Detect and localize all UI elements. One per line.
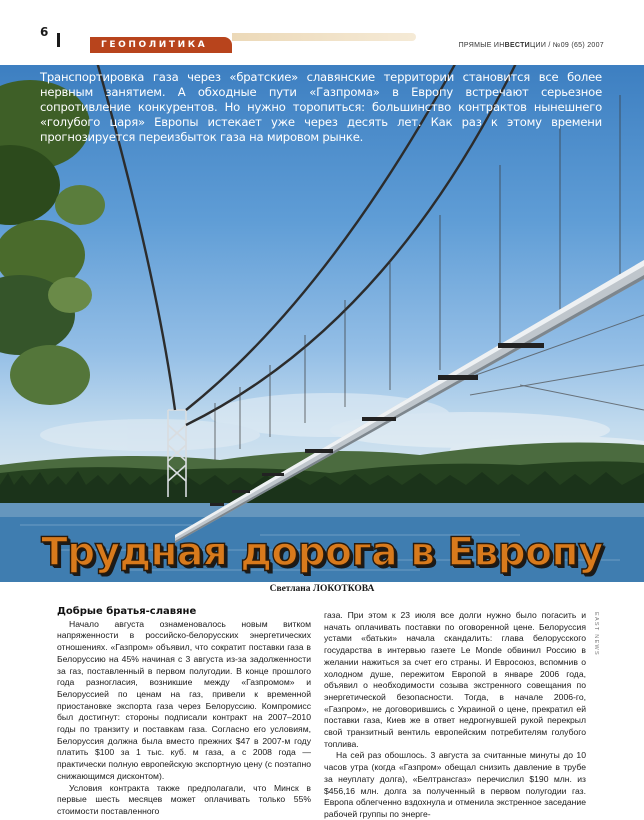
paragraph: На сей раз обошлось. 3 августа за считанные минуты до 10 часов утра (когда «Газпром» обещал снизить давление в трубе за неуплату долга), «Белтрансгаз» перечислил $190 млн. из $456,16 млн. долга за полученный в первом полугодии газ. Европа облегченно вздохнула и отменила экстренное заседание рабочей группы по энерге- (324, 750, 586, 819)
masthead (459, 42, 604, 49)
paragraph: Начало августа ознаменовалось новым витком напряженности в российско-белорусских энергетических отношениях. «Газпром» объявил, что сократит поставки газа в Белоруссию на 45% начиная с 3 августа из-за задолженности за газ, поставленный в первом полугодии. В конце прошлого года разногласия, возникшие между «Газпромом» и Белоруссией по ценам на газ, привели к временной приостановке экспорта газа через Белоруссию. Компромисс был достигнут: стороны подписали контракт на 2007–2010 годы по транзиту и поставкам газа. Согласно его условиям, Белоруссия должна была вместо прежних $47 в 2007-м году платить $100 за 1 тыс. куб. м газа, а с 2008 года — практически полную европейскую экспортную цену (с поэтапно снижающимся дисконтом). (57, 618, 311, 781)
article-column-2 (324, 610, 586, 820)
rubric-accent-line (232, 33, 416, 41)
masthead-suffix: ЦИИ / №09 (65) 2007 (530, 42, 604, 49)
masthead-prefix: ПРЯМЫЕ ИН (458, 42, 505, 49)
page-number-divider (57, 33, 60, 47)
paragraph: Условия контракта также предполагали, что Минск в первые шесть месяцев может оплачивать только 55% стоимости поставленного (57, 782, 311, 816)
article-headline: Трудная дорога в Европу (41, 530, 603, 575)
article-column-1 (57, 606, 311, 818)
section-subhead: Добрые братья-славяне (57, 606, 197, 617)
photo-credit: EAST NEWS (593, 612, 599, 656)
paragraph: газа. При этом к 23 июля все долги нужно было погасить и начать оплачивать поставки по оговоренной цене. Белоруссия устами «батьки» начала скандалить: глава белорусского государства в интервью газете Le Monde обвинил Россию в желании нажиться за счет его страны. И Евросоюз, вспомнив о холодном душе, пережитом Европой в январе 2006 года, объявил о необходимости созыва экстренного совещания по энергетической безопасности. Тогда, в начале 2006-го, «Газпром», не договорившись с Украиной о цене, прекратил ей поставки газа, Киев же в ответ недрогнувшей рукой перекрыл свой транзитный вентиль европейским потребителям голубого топлива. (324, 610, 586, 749)
masthead-bold: ВЕСТИ (504, 42, 531, 49)
page-number: 6 (40, 25, 49, 39)
author-byline: Светлана ЛОКОТКОВА (269, 584, 375, 594)
section-rubric: ГЕОПОЛИТИКА (90, 37, 232, 53)
lead-paragraph: Транспортировка газа через «братские» славянские территории становится все более нервным занятием. А обходные пути «Газпрома» в Европу встречают серьезное сопротивление конкурентов. Но нужно торопиться: большинство контрактов нынешнего «голубого царя» Европы истекает уже через десять лет. Как раз к этому времени прогнозируется переизбыток газа на мировом рынке. (40, 70, 602, 144)
